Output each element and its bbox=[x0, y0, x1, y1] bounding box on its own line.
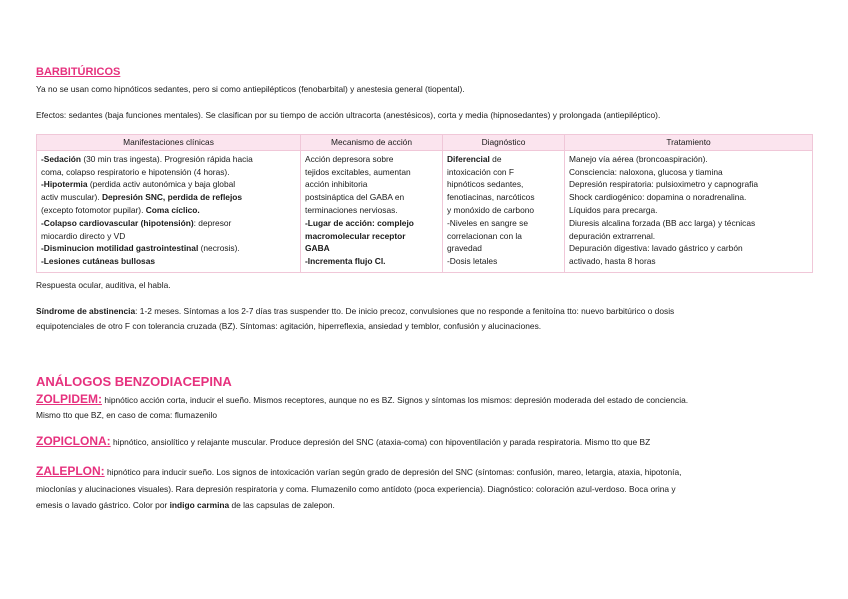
header-tratamiento: Tratamiento bbox=[565, 135, 813, 151]
header-diagnostico: Diagnóstico bbox=[443, 135, 565, 151]
barbituricos-efectos: Efectos: sedantes (baja funciones mentales). Se clasifican por su tiempo de acción ultracorta (anestésicos), corta y media (hipnosedantes) y prolongada (antiepiléptico). bbox=[36, 110, 661, 120]
abstinencia-line-2: equipotenciales de otro F con tolerancia cruzada (BZ). Síntomas: agitación, hiperreflexia, ansiedad y temblor, confusión y alucinaciones. bbox=[36, 321, 542, 331]
zolpidem-label: ZOLPIDEM: bbox=[36, 392, 102, 406]
cell-mecanismo: Acción depresora sobre tejidos excitables, aumentan acción inhibitoria postsináptica del GABA en terminaciones nerviosas. -Lugar de acción: complejo macromolecular receptor GABA -Incrementa flujo Cl. bbox=[301, 150, 443, 272]
cell-tratamiento: Manejo vía aérea (broncoaspiración). Consciencia: naloxona, glucosa y tiamina Depresión respiratoria: pulsioximetro y capnografia Shock cardiogénico: dopamina o noradrenalina. Líquidos para precarga. Diuresis alcalina forzada (BB acc larga) y técnicas depuración extrarrenal. Depuración digestiva: lavado gástrico y carbón activado, hasta 8 horas bbox=[565, 150, 813, 272]
cell-manifestaciones: -Sedación (30 min tras ingesta). Progresión rápida hacia coma, colapso respiratorio e hipotensión (4 horas). -Hipotermia (perdida activ autonómica y baja global activ muscular). Depresión SNC, perdida de reflejos (excepto fotomotor pupilar). Coma cíclico. -Colapso cardiovascular (hipotensión): depresor miocardio directo y VD -Disminucion motilidad gastrointestinal (necrosis). -Lesiones cutáneas bullosas bbox=[37, 150, 301, 272]
abstinencia-label: Síndrome de abstinencia bbox=[36, 306, 136, 316]
table-header-row bbox=[37, 135, 813, 151]
section-title-barbituricos: BARBITÚRICOS bbox=[36, 66, 121, 78]
zopiclona-line: ZOPICLONA: hipnótico, ansiolítico y relajante muscular. Produce depresión del SNC (ataxia-coma) con hipoventilación y parada respiratoria. Mismo tto que BZ bbox=[36, 434, 651, 448]
zaleplon-line-1: ZALEPLON: hipnótico para inducir sueño. Los signos de intoxicación varían según grado de depresión del SNC (síntomas: confusión, mareo, letargia, ataxia, hipotonía, bbox=[36, 464, 682, 478]
zaleplon-line-3: emesis o lavado gástrico. Color por indigo carmina de las capsulas de zalepon. bbox=[36, 500, 335, 510]
respuesta-text: Respuesta ocular, auditiva, el habla. bbox=[36, 280, 171, 290]
barbituricos-intro: Ya no se usan como hipnóticos sedantes, pero si como antiepilépticos (fenobarbital) y anestesia general (tiopental). bbox=[36, 84, 465, 94]
header-mecanismo: Mecanismo de acción bbox=[301, 135, 443, 151]
cell-diagnostico: Diferencial de intoxicación con F hipnóticos sedantes, fenotiacinas, narcóticos y monóxido de carbono -Niveles en sangre se correlacionan con la gravedad -Dosis letales bbox=[443, 150, 565, 272]
table-row bbox=[37, 150, 813, 272]
zolpidem-line-2: Mismo tto que BZ, en caso de coma: flumazenilo bbox=[36, 410, 218, 420]
barbituricos-table bbox=[36, 134, 813, 273]
zopiclona-label: ZOPICLONA: bbox=[36, 434, 111, 448]
zaleplon-label: ZALEPLON: bbox=[36, 464, 105, 478]
zaleplon-line-2: mioclonías y alucinaciones visuales). Rara depresión respiratoria y coma. Flumazenilo como antídoto (poca experiencia). Diagnóstico: coloración azul-verdoso. Boca orina y bbox=[36, 484, 676, 494]
zolpidem-line-1: ZOLPIDEM: hipnótico acción corta, inducir el sueño. Mismos receptores, aunque no es BZ. Signos y síntomas los mismos: depresión moderada del estado de conciencia. bbox=[36, 392, 689, 406]
header-manifestaciones: Manifestaciones clínicas bbox=[37, 135, 301, 151]
section-title-analogos: ANÁLOGOS BENZODIACEPINA bbox=[36, 374, 232, 389]
abstinencia-line-1: Síndrome de abstinencia: 1-2 meses. Síntomas a los 2-7 días tras suspender tto. De inicio precoz, convulsiones que no responde a fenitoína tto: nuevo barbitúrico o dosis bbox=[36, 306, 675, 316]
